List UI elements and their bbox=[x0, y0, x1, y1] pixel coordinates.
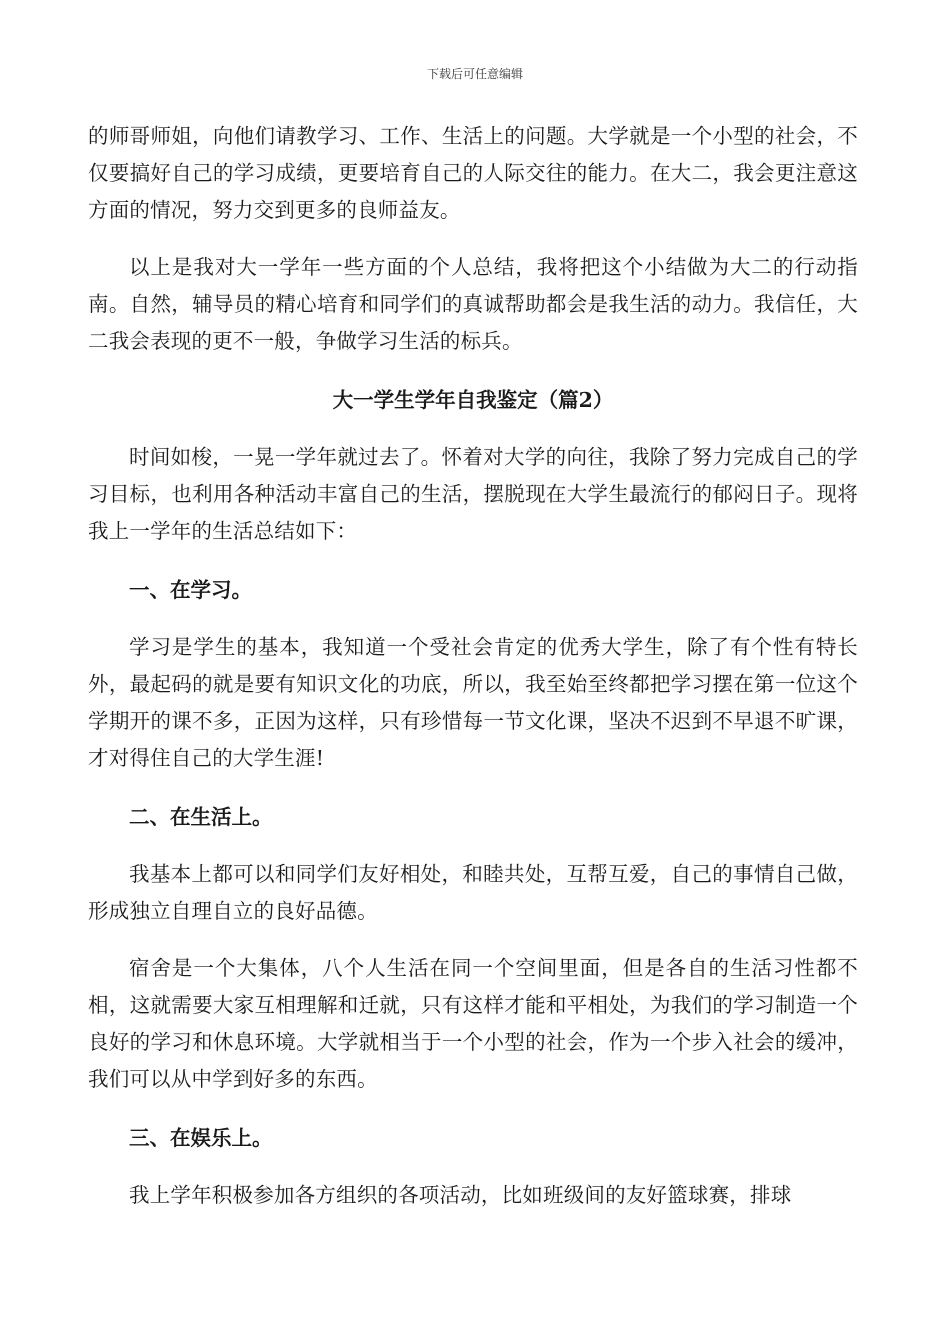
paragraph-intro-continued: 的师哥师姐，向他们请教学习、工作、生活上的问题。大学就是一个小型的社会，不仅要搞好自己的学习成绩，更要培育自己的人际交往的能力。在大二，我会更注意这方面的情况，努力交到更多的良师益友。 bbox=[88, 124, 858, 222]
section-heading-entertainment: 三、在娱乐上。 bbox=[129, 1126, 273, 1150]
paragraph-entertainment: 我上学年积极参加各方组织的各项活动，比如班级间的友好篮球赛，排球 bbox=[129, 1183, 792, 1207]
section-heading-study: 一、在学习。 bbox=[129, 578, 252, 602]
paragraph-opening: 时间如梭，一晃一学年就过去了。怀着对大学的向往，我除了努力完成自己的学习目标，也利用各种活动丰富自己的生活，摆脱现在大学生最流行的郁闷日子。现将我上一学年的生活总结如下： bbox=[88, 445, 858, 543]
document-body bbox=[88, 118, 858, 1214]
section-heading-life: 二、在生活上。 bbox=[129, 805, 273, 829]
paragraph-life-2: 宿舍是一个大集体，八个人生活在同一个空间里面，但是各自的生活习性都不相，这就需要大家互相理解和迁就，只有这样才能和平相处，为我们的学习制造一个良好的学习和休息环境。大学就相当于一个小型的社会，作为一个步入社会的缓冲，我们可以从中学到好多的东西。 bbox=[88, 956, 858, 1091]
paragraph-study: 学习是学生的基本，我知道一个受社会肯定的优秀大学生，除了有个性有特长外，最起码的就是要有知识文化的功底，所以，我至始至终都把学习摆在第一位这个学期开的课不多，正因为这样，只有珍惜每一节文化课，坚决不迟到不早退不旷课，才对得住自己的大学生涯! bbox=[88, 635, 858, 770]
document-title: 大一学生学年自我鉴定（篇2） bbox=[332, 388, 614, 412]
header-note: 下载后可任意编辑 bbox=[426, 67, 523, 81]
paragraph-life-1: 我基本上都可以和同学们友好相处，和睦共处，互帮互爱，自己的事情自己做，形成独立自理自立的良好品德。 bbox=[88, 862, 858, 923]
paragraph-summary: 以上是我对大一学年一些方面的个人总结，我将把这个小结做为大二的行动指南。自然，辅导员的精心培育和同学们的真诚帮助都会是我生活的动力。我信任，大二我会表现的更不一般，争做学习生活的标兵。 bbox=[88, 255, 858, 353]
